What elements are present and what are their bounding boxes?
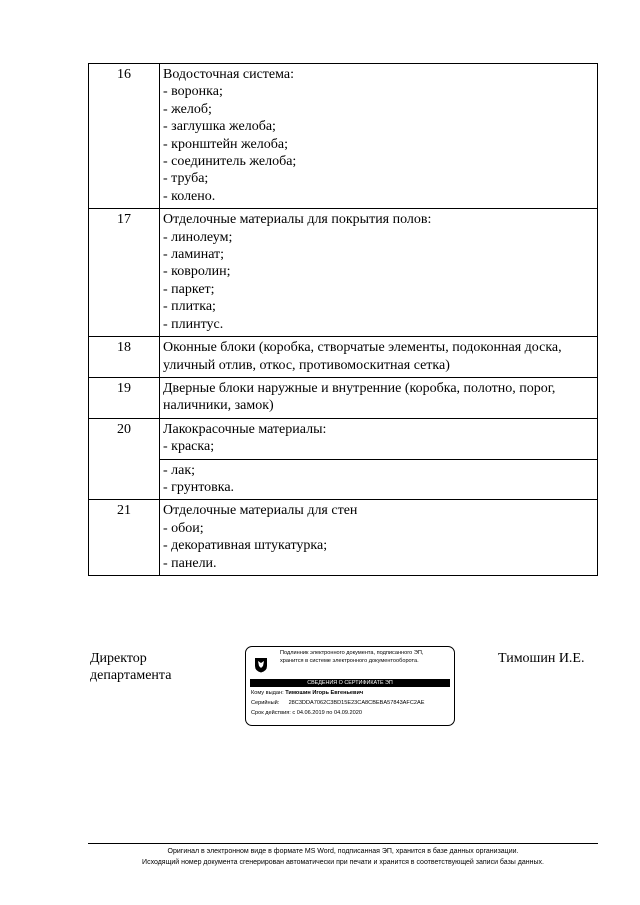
signer-position-line2: департамента: [90, 668, 172, 683]
row-number: 16: [89, 64, 160, 209]
description-line: - грунтовка.: [163, 479, 235, 495]
description-line: - кронштейн желоба;: [163, 136, 288, 152]
description-line: Водосточная система:: [163, 67, 294, 82]
description-line: - плитка;: [163, 299, 216, 315]
description-line: - труба;: [163, 171, 209, 187]
description-line: Оконные блоки (коробка, створчатые элементы, подоконная доска, уличный отлив, откос, противомоскитная сетка): [163, 340, 562, 373]
table-row: [89, 209, 598, 337]
row-description: [160, 418, 598, 459]
description-line: Отделочные материалы для покрытия полов:: [163, 212, 432, 228]
row-number: 21: [89, 500, 160, 576]
stamp-valid-label: Срок действия:: [251, 710, 291, 716]
table-row: [89, 377, 598, 418]
stamp-header: СВЕДЕНИЯ О СЕРТИФИКАТЕ ЭП: [250, 679, 450, 687]
stamp-serial-row: [251, 700, 424, 707]
stamp-valid-row: [251, 710, 362, 717]
description-line: - краска;: [163, 439, 215, 455]
description-line: Дверные блоки наружные и внутренние (коробка, полотно, порог, наличники, замок): [163, 380, 556, 414]
stamp-note-line1: Подлинник электронного документа, подписанного ЭП,: [280, 650, 424, 656]
page-footer: [88, 846, 598, 868]
description-line: - линолеум;: [163, 229, 233, 245]
description-line: - паркет;: [163, 281, 215, 297]
description-line: - плинтус.: [163, 316, 224, 332]
description-line: - заглушка желоба;: [163, 119, 276, 135]
row-description: [160, 377, 598, 418]
description-line: - лак;: [163, 462, 196, 478]
description-line: - панели.: [163, 555, 217, 571]
description-line: - обои;: [163, 520, 204, 536]
description-line: Лакокрасочные материалы:: [163, 421, 327, 437]
description-line: - соединитель желоба;: [163, 154, 297, 170]
row-number: 19: [89, 377, 160, 418]
description-line: - воронка;: [163, 84, 223, 100]
stamp-issued-label: Кому выдан:: [251, 690, 284, 696]
table-row: [89, 64, 598, 209]
row-description: [160, 500, 598, 576]
stamp-valid-value: с 04.06.2019 по 04.09.2020: [292, 710, 362, 716]
table-row: [89, 418, 598, 459]
table-row-continuation: [89, 459, 598, 500]
footer-divider: [88, 843, 598, 844]
row-number: 18: [89, 337, 160, 378]
description-line: - желоб;: [163, 101, 212, 117]
table-row: [89, 337, 598, 378]
description-line: - ламинат;: [163, 247, 225, 263]
description-line: Отделочные материалы для стен: [163, 503, 358, 519]
items-table: [88, 63, 598, 576]
footer-line1: Оригинал в электронном виде в формате MS Word, подписанная ЭП, хранится в базе данных организации.: [167, 848, 519, 855]
stamp-serial-value: 28C3DDA7062C3BD15E23CA8CBEBA57843AFC2AE: [288, 700, 425, 706]
table-row: [89, 500, 598, 576]
stamp-issued-row: [251, 690, 363, 697]
row-description: [160, 209, 598, 337]
items-table-body: [89, 64, 598, 576]
signer-position-line1: Директор: [90, 651, 147, 666]
stamp-note-line2: хранится в системе электронного документооборота.: [280, 658, 419, 664]
stamp-issued-value: Тимошин Игорь Евгеньевич: [285, 690, 364, 696]
row-number: 17: [89, 209, 160, 337]
coat-of-arms-icon: [254, 657, 268, 673]
description-line: - декоративная штукатурка;: [163, 538, 328, 554]
row-description: [160, 459, 598, 500]
row-description: [160, 64, 598, 209]
stamp-serial-label: Серийный:: [251, 700, 280, 706]
signer-name: Тимошин И.Е.: [498, 651, 585, 666]
signer-position: [90, 650, 171, 684]
description-line: - колено.: [163, 188, 216, 204]
row-description: [160, 337, 598, 378]
footer-line2: Исходящий номер документа сгенерирован автоматически при печати и хранится в соответствующей записи базы данных.: [142, 859, 544, 866]
description-line: - ковролин;: [163, 264, 231, 280]
row-number: 20: [89, 418, 160, 500]
electronic-signature-stamp: [245, 646, 455, 726]
